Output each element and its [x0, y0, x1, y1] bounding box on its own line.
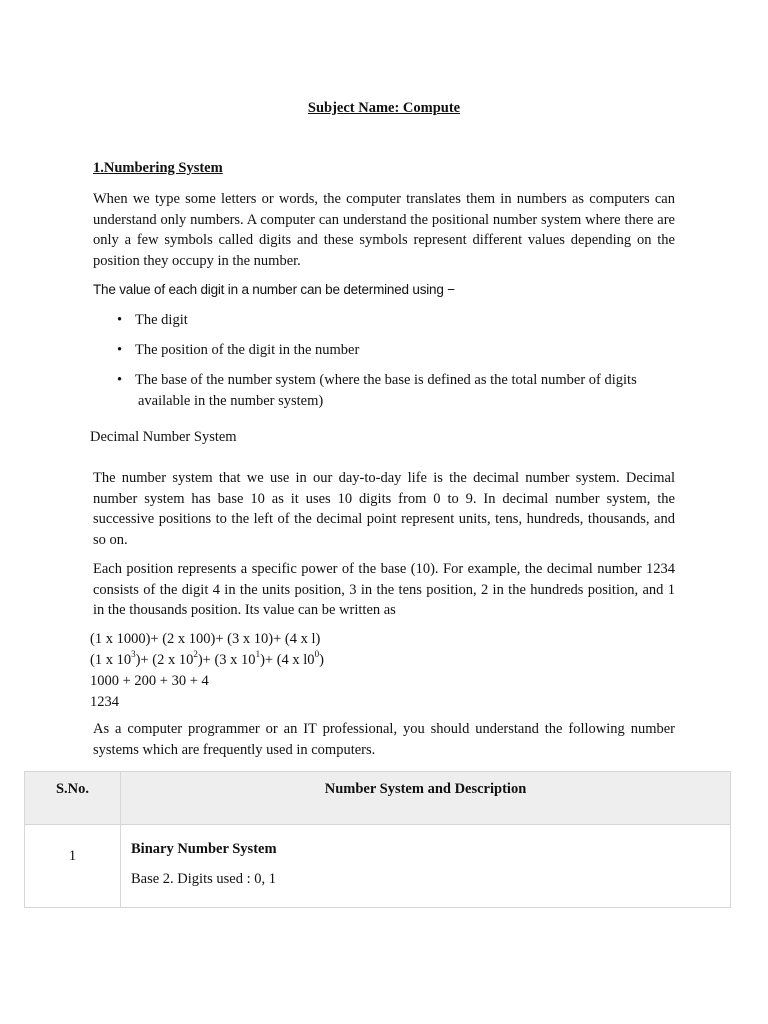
math-term: )+: [260, 652, 277, 668]
section-heading: 1.Numbering System: [93, 160, 223, 176]
position-paragraph: Each position represents a specific power of the base (10). For example, the decimal number 1234 consists of the digit 4 in the units position, 3 in the tens position, 2 in the hundreds position, and 1 in the thousands position. Its value can be written as: [93, 561, 675, 618]
math-term: ): [319, 652, 324, 668]
header-description: Number System and Description: [324, 781, 527, 797]
table-header: [25, 772, 730, 825]
number-system-table: [24, 771, 731, 908]
row-description: Base 2. Digits used : 0, 1: [131, 871, 276, 887]
math-exponent: 2: [193, 649, 198, 660]
bullet-text: The digit: [135, 312, 188, 328]
math-term: (4 x l0: [276, 652, 315, 668]
math-term: )+: [135, 652, 153, 668]
math-term: (1 x 10: [90, 652, 132, 668]
page-title: Subject Name: Compute: [307, 100, 461, 116]
bullet-text: The position of the digit in the number: [135, 342, 360, 358]
bullet-text: The base of the number system (where the base is defined as the total number of digits: [135, 372, 637, 388]
bullet-list: [117, 310, 677, 421]
row-sno: 1: [68, 848, 77, 864]
math-exponent: 3: [131, 649, 136, 660]
list-item: [117, 340, 677, 361]
value-determined-line: The value of each digit in a number can be determined using −: [93, 282, 455, 297]
bullet-text-continued: available in the number system): [138, 392, 324, 409]
math-term: (2 x 10: [152, 652, 194, 668]
math-exponent: 0: [314, 649, 320, 660]
bullet-icon: •: [117, 372, 123, 388]
decimal-number-system-heading: Decimal Number System: [90, 429, 237, 445]
programmer-paragraph: As a computer programmer or an IT professional, you should understand the following number systems which are frequently used in computers.: [93, 721, 675, 758]
math-term: (3 x 10: [214, 652, 256, 668]
header-sno: S.No.: [55, 781, 90, 797]
math-line-3: 1000 + 200 + 30 + 4: [90, 673, 209, 689]
column-divider: [120, 772, 121, 907]
math-line-1: (1 x 1000)+ (2 x 100)+ (3 x 10)+ (4 x l): [90, 631, 321, 647]
intro-paragraph: When we type some letters or words, the computer translates them in numbers as computers can understand only numbers. A computer can understand the positional number system where there are only a few symbols called digits and these symbols represent different values depending on the position they occupy in the number.: [93, 191, 675, 269]
list-item: [117, 370, 677, 411]
decimal-paragraph: The number system that we use in our day-to-day life is the decimal number system. Decimal number system has base 10 as it uses 10 digits from 0 to 9. In decimal number system, the successive positions to the left of the decimal point represent units, tens, hundreds, thousands, and so on.: [93, 470, 675, 548]
bullet-icon: •: [117, 342, 123, 358]
math-term: )+: [197, 652, 215, 668]
math-line-2: [90, 650, 324, 671]
math-exponent: 1: [255, 649, 261, 660]
list-item: [117, 310, 677, 331]
math-line-4: 1234: [90, 694, 119, 710]
row-name: Binary Number System: [131, 841, 277, 857]
bullet-icon: •: [117, 312, 123, 328]
